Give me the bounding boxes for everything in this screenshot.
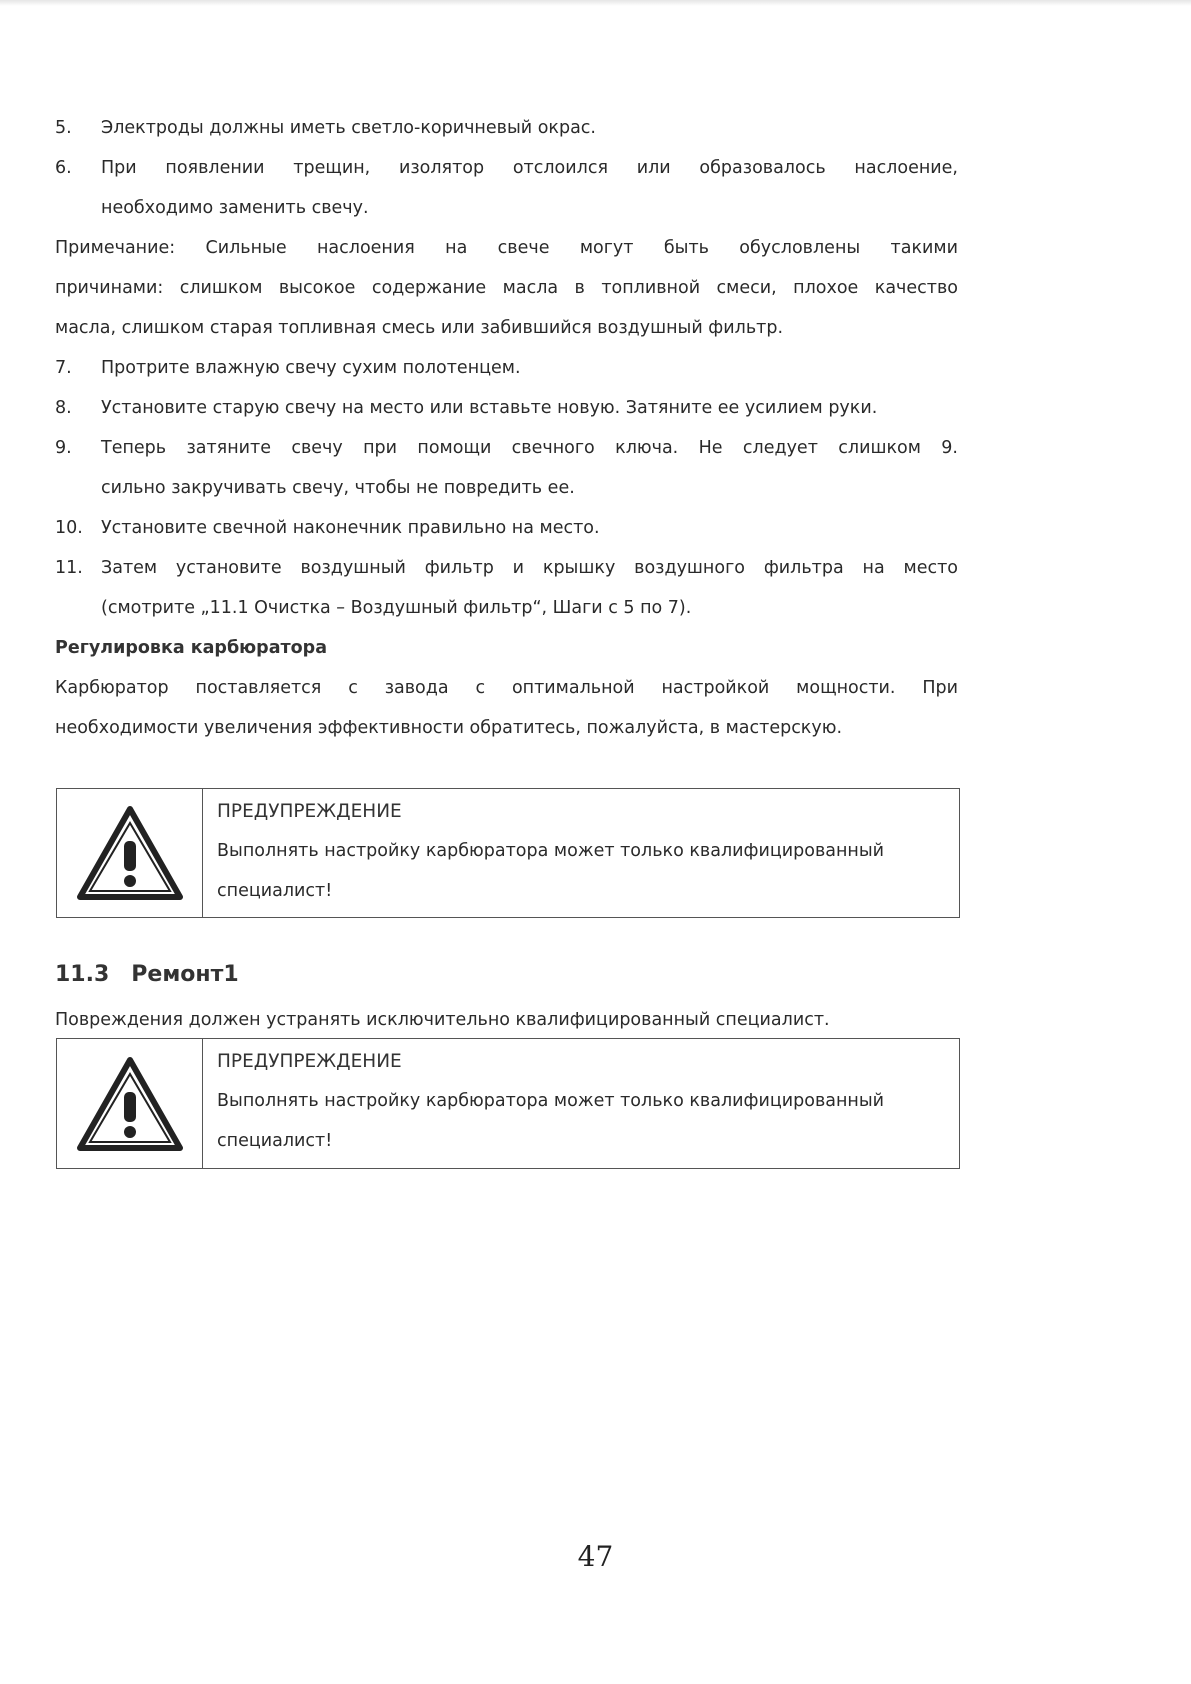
list-item [55, 148, 958, 188]
item-number: 9. [55, 438, 72, 458]
warning-text [203, 789, 959, 917]
item-number: 11. [55, 558, 83, 578]
list-item [55, 508, 958, 548]
warning-line: специалист! [217, 881, 333, 901]
item-text: Электроды должны иметь светло-коричневый окрас. [101, 118, 596, 138]
item-continuation: сильно закручивать свечу, чтобы не повредить ее. [101, 478, 575, 498]
note-line: масла, слишком старая топливная смесь или забившийся воздушный фильтр. [55, 318, 784, 338]
scan-edge [0, 0, 1191, 6]
item-text: Затем установите воздушный фильтр и крышку воздушного фильтра на место [101, 558, 958, 578]
warning-line: Выполнять настройку карбюратора может только квалифицированный [217, 841, 885, 861]
document-body [55, 108, 958, 748]
warning-title: ПРЕДУПРЕЖДЕНИЕ [217, 801, 402, 822]
item-text: При появлении трещин, изолятор отслоился или образовалось наслоение, [101, 158, 958, 178]
item-number: 10. [55, 518, 83, 538]
warning-title: ПРЕДУПРЕЖДЕНИЕ [217, 1051, 402, 1072]
item-number: 6. [55, 158, 72, 178]
note-line: причинами: слишком высокое содержание масла в топливной смеси, плохое качество [55, 278, 958, 298]
warning-triangle-icon [74, 803, 186, 903]
item-number: 7. [55, 358, 72, 378]
item-text: Установите старую свечу на место или вставьте новую. Затяните ее усилием руки. [101, 398, 878, 418]
section-name: Ремонт1 [131, 962, 239, 987]
list-item [55, 428, 958, 468]
carburetor-text: необходимости увеличения эффективности обратитесь, пожалуйста, в мастерскую. [55, 718, 843, 738]
item-number: 8. [55, 398, 72, 418]
list-item [55, 348, 958, 388]
warning-icon-cell [57, 789, 203, 917]
carburetor-text: Карбюратор поставляется с завода с оптимальной настройкой мощности. При [55, 678, 958, 698]
item-text: Установите свечной наконечник правильно на место. [101, 518, 600, 538]
note-line: Примечание: Сильные наслоения на свече могут быть обусловлены такими [55, 238, 958, 258]
page-number: 47 [577, 1540, 614, 1573]
warning-line: Выполнять настройку карбюратора может только квалифицированный [217, 1091, 885, 1111]
carburetor-heading: Регулировка карбюратора [55, 638, 328, 658]
item-number: 5. [55, 118, 72, 138]
item-continuation: необходимо заменить свечу. [101, 198, 369, 218]
warning-icon-cell [57, 1039, 203, 1168]
warning-line: специалист! [217, 1131, 333, 1151]
section-number: 11.3 [55, 962, 110, 987]
warning-box [56, 788, 960, 918]
list-item [55, 548, 958, 588]
item-continuation: (смотрите „11.1 Очистка – Воздушный фильтр“, Шаги с 5 по 7). [101, 598, 692, 618]
warning-text [203, 1039, 959, 1168]
repair-text: Повреждения должен устранять исключительно квалифицированный специалист. [55, 1010, 830, 1030]
warning-triangle-icon [74, 1054, 186, 1154]
list-item [55, 388, 958, 428]
list-item [55, 108, 958, 148]
item-text: Протрите влажную свечу сухим полотенцем. [101, 358, 521, 378]
item-text: Теперь затяните свечу при помощи свечного ключа. Не следует слишком 9. [101, 438, 958, 458]
section-title [55, 962, 239, 987]
warning-box [56, 1038, 960, 1169]
